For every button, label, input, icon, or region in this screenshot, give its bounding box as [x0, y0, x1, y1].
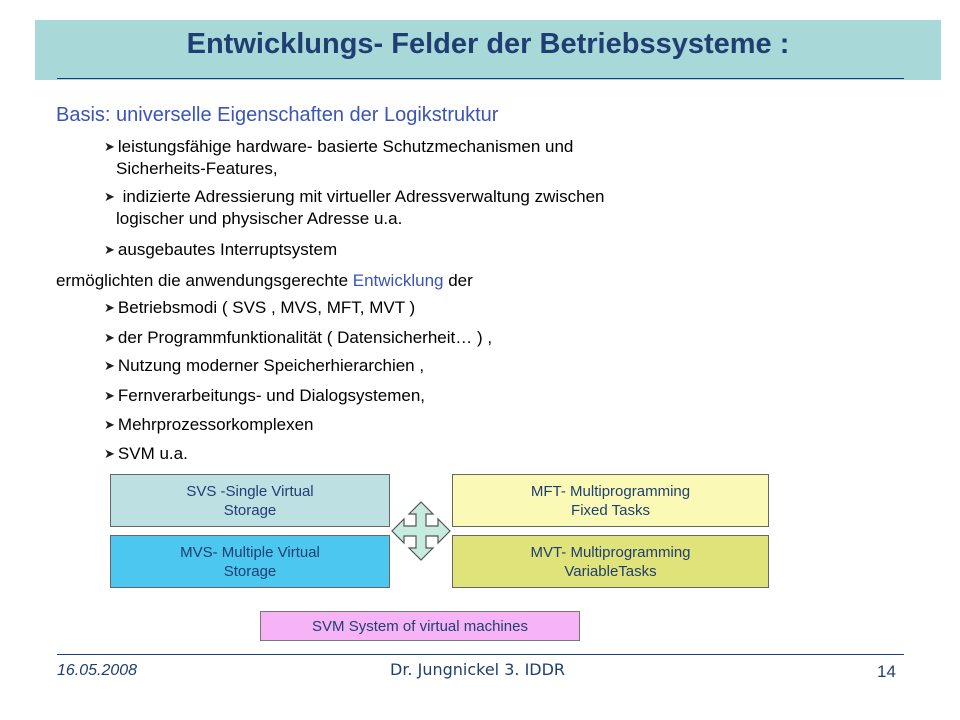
mft-box — [452, 474, 769, 527]
paragraph — [56, 270, 473, 291]
mvs-box-line2: Storage — [223, 562, 277, 580]
svm-box-label: SVM System of virtual machines — [312, 617, 528, 635]
bullet-item — [104, 355, 424, 377]
arrow-bullet-icon: ➤ — [104, 417, 115, 432]
arrow-bullet-icon: ➤ — [104, 242, 115, 257]
mft-box-line2: Fixed Tasks — [571, 501, 650, 519]
page-number: 14 — [877, 662, 896, 681]
paragraph-text: ermöglichten die anwendungsgerechte — [56, 271, 353, 290]
bullet-text-continued: logischer und physischer Adresse u.a. — [116, 209, 403, 228]
svs-box-line1: SVS -Single Virtual — [186, 482, 314, 500]
svs-box — [110, 474, 390, 527]
arrow-bullet-icon: ➤ — [104, 300, 115, 315]
bullet-text: leistungsfähige hardware- basierte Schutzmechanismen und — [117, 137, 574, 156]
arrow-bullet-icon: ➤ — [104, 139, 115, 154]
mvs-box — [110, 535, 390, 588]
mvs-box-line1: MVS- Multiple Virtual — [180, 543, 320, 561]
slide-title: Entwicklungs- Felder der Betriebssysteme : — [186, 28, 790, 60]
bullet-text: Betriebsmodi ( SVS , MVS, MFT, MVT ) — [117, 298, 416, 317]
bullet-text: ausgebautes Interruptsystem — [117, 240, 338, 259]
bullet-item — [104, 414, 314, 436]
bullet-text: Nutzung moderner Speicherhierarchien , — [117, 356, 425, 375]
bullet-text: indizierte Adressierung mit virtueller Adressverwaltung zwischen — [117, 187, 605, 206]
svm-box — [260, 611, 580, 641]
arrow-bullet-icon: ➤ — [104, 446, 115, 461]
bullet-text: Mehrprozessorkomplexen — [117, 415, 314, 434]
footer-rule — [57, 654, 904, 655]
bullet-item — [104, 385, 425, 407]
bullet-text: Fernverarbeitungs- und Dialogsystemen, — [117, 386, 426, 405]
bullet-item — [104, 297, 415, 319]
title-rule — [57, 78, 904, 79]
mft-box-line1: MFT- Multiprogramming — [530, 482, 691, 500]
four-way-arrow-icon — [390, 500, 452, 562]
mvt-box-line2: VariableTasks — [564, 562, 657, 580]
bullet-item — [104, 136, 573, 179]
mvt-box — [452, 535, 769, 588]
basis-heading: Basis: universelle Eigenschaften der Logikstruktur — [56, 104, 499, 126]
footer-author: Dr. Jungnickel 3. IDDR — [390, 660, 566, 679]
bullet-item — [104, 186, 605, 229]
svs-box-line2: Storage — [223, 501, 277, 519]
bullet-item — [104, 239, 337, 261]
arrow-bullet-icon: ➤ — [104, 388, 115, 403]
bullet-text-continued: Sicherheits-Features, — [116, 159, 278, 178]
arrow-bullet-icon: ➤ — [104, 358, 115, 373]
bullet-text: SVM u.a. — [117, 444, 188, 463]
paragraph-highlight: Entwicklung — [352, 271, 444, 290]
arrow-bullet-icon: ➤ — [104, 330, 115, 345]
bullet-item — [104, 327, 492, 349]
paragraph-text-end: der — [443, 271, 473, 290]
mvt-box-line1: MVT- Multiprogramming — [530, 543, 691, 561]
bullet-text: der Programmfunktionalität ( Datensicherheit… ) , — [117, 328, 493, 347]
bullet-item — [104, 443, 188, 465]
footer-date: 16.05.2008 — [57, 662, 138, 679]
arrow-bullet-icon: ➤ — [104, 189, 115, 204]
